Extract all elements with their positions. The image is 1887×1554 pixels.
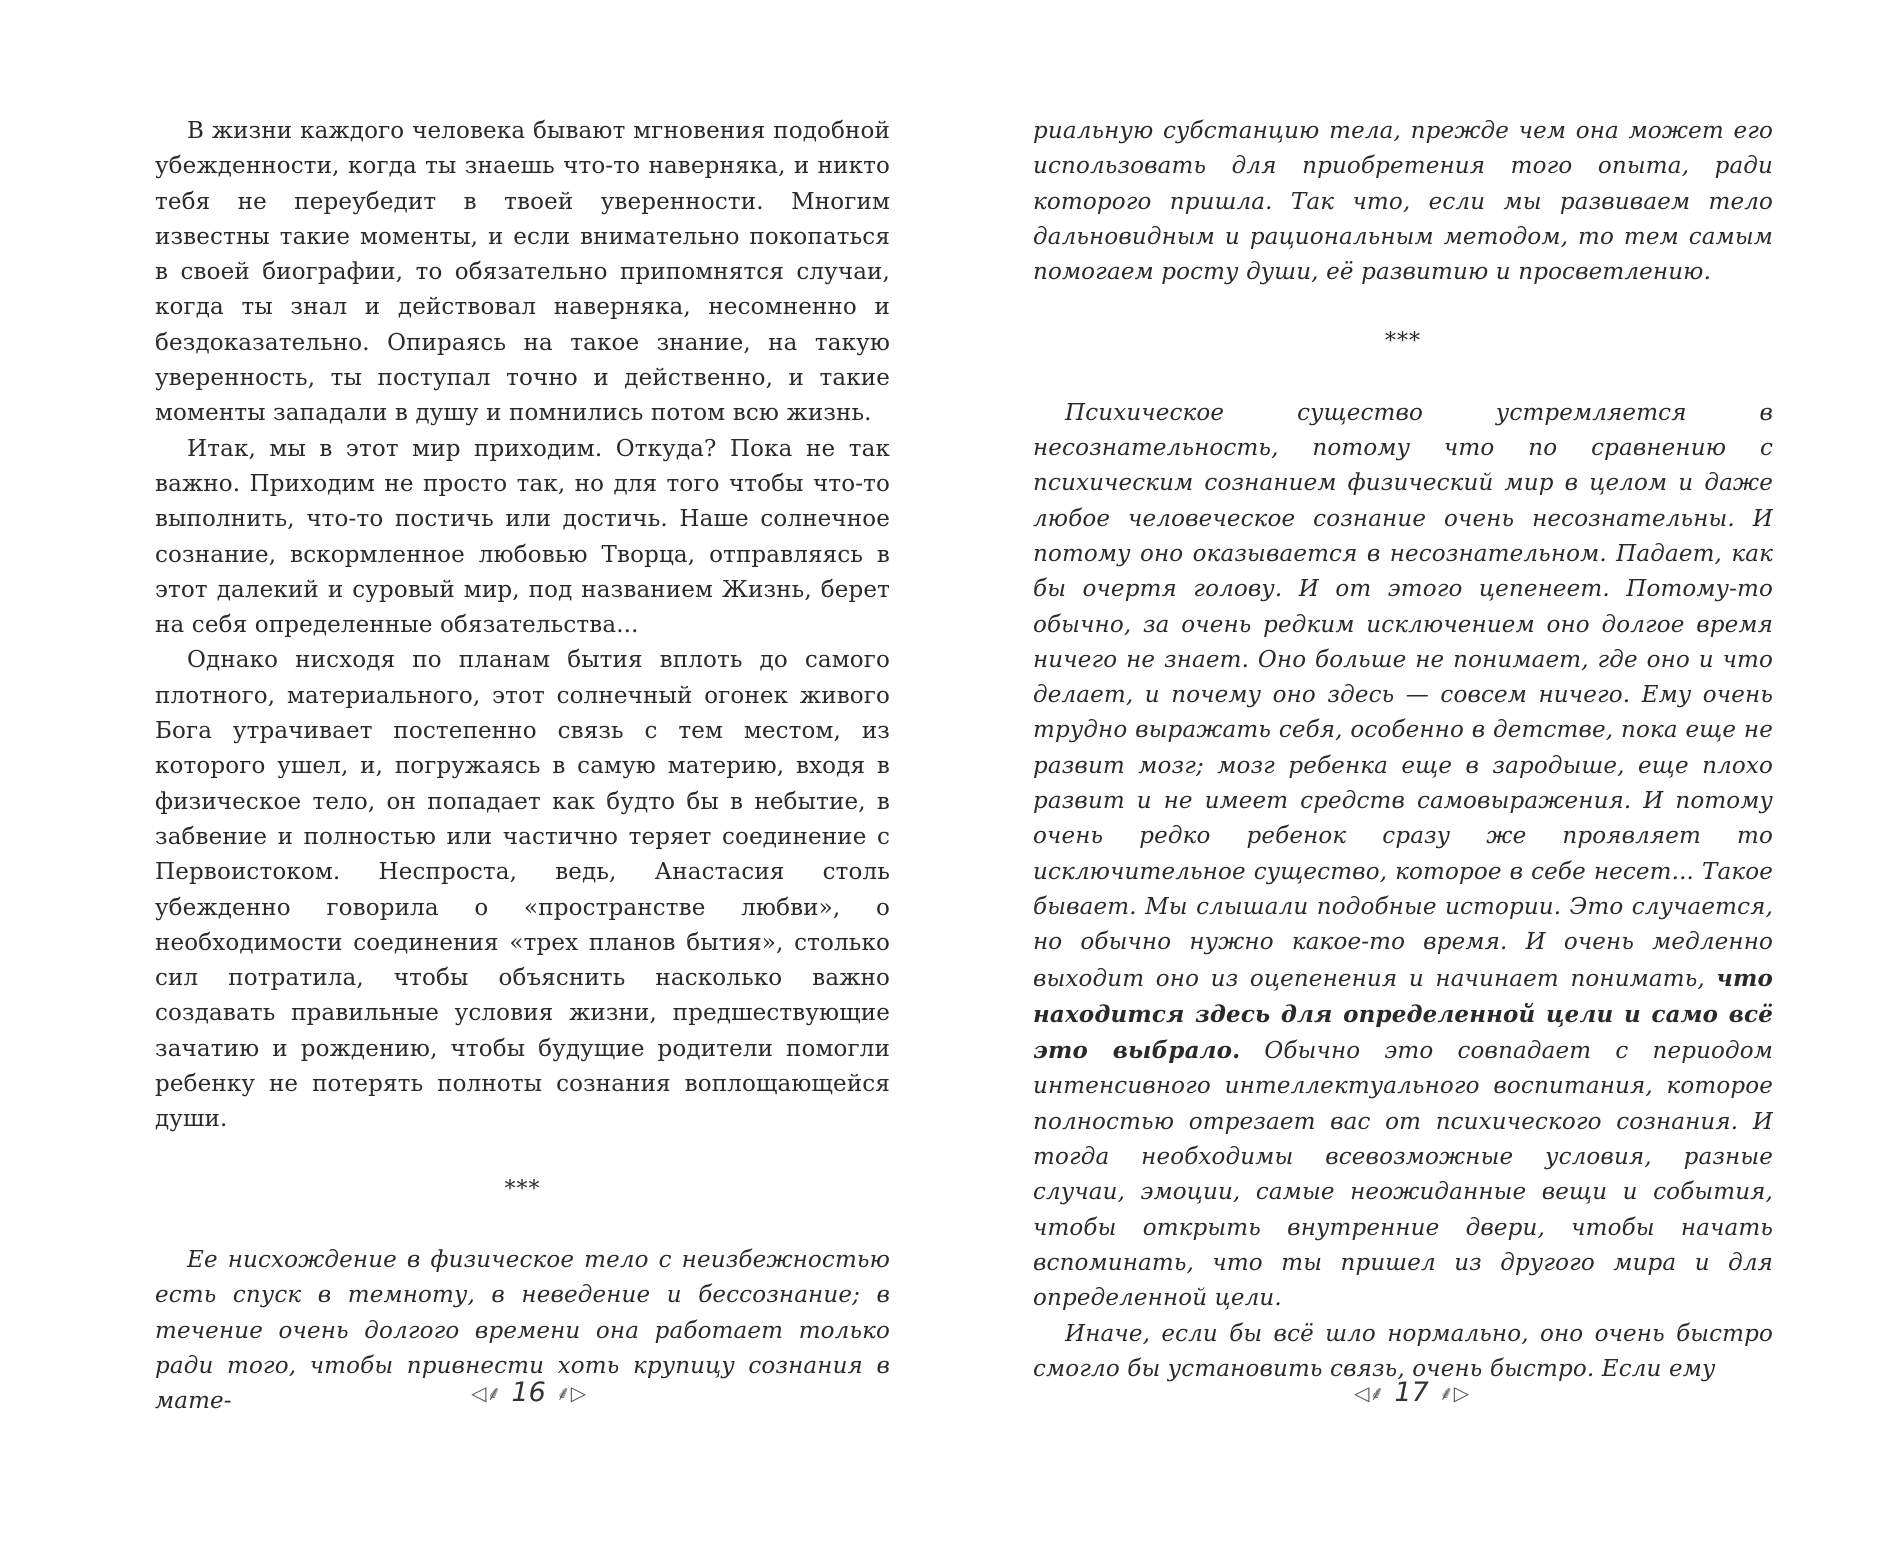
right-paragraph-2-start: Психическое существо устремляется в несознательность, потому что по сравнению с психическим сознанием физический мир в целом и даже любое человеческое сознание очень несознательны. И потому оно оказывается в несознательном. Падает, как бы очертя голову. И от этого цепенеет. Потому-то обычно, за очень редким исключением оно долгое время ничего не знает. Оно больше не понимает, где оно и что делает, и почему оно здесь — совсем ничего. Ему очень трудно выражать себя, особенно в детстве, пока еще не развит мозг; мозг ребенка еще в зародыше, еще плохо развит и не имеет средств самовыражения. И потому очень редко ребенок сразу же проявляет то исключительное существо, которое в себе несет... Такое бывает. Мы слышали подобные истории. Это случается, но обычно нужно какое-то время. И очень медленно выходит оно из оцепенения и начинает понимать,	[1033, 399, 1773, 992]
section-separator: ***	[504, 1176, 541, 1202]
page-number-value: 17	[1394, 1377, 1429, 1408]
right-paragraph-3: Иначе, если бы всё шло нормально, оно очень быстро смогло бы установить связь, очень быстро. Если ему	[1033, 1320, 1773, 1382]
ornament-left-icon: ◁⸙	[471, 1381, 502, 1405]
right-continuation: риальную субстанцию тела, прежде чем она может его использовать для приобретения того опыта, ради которого пришла. Так что, если мы развиваем тело дальновидным и рациональным методом, то тем самым помогаем росту души, её развитию и просветлению.	[1033, 118, 1773, 286]
page-number-right	[1354, 1377, 1469, 1408]
left-paragraph-2: Итак, мы в этот мир приходим. Откуда? Пока не так важно. Приходим не просто так, но для того чтобы что-то выполнить, что-то постичь или достичь. Наше солнечное сознание, вскормленное любовью Творца, отправляясь в этот далекий и суровый мир, под названием Жизнь, берет на себя определенные обязательства...	[155, 435, 890, 639]
page-number-left	[471, 1377, 586, 1408]
right-page	[1033, 114, 1773, 1387]
left-italic-quote: Ее нисхождение в физическое тело с неизбежностью есть спуск в темноту, в неведение и бессознание; в течение очень долгого времени она работает только ради того, чтобы привнести хоть крупицу сознания в мате-	[155, 1246, 890, 1415]
right-paragraph-2-end: Обычно это совпадает с периодом интенсивного интеллектуального воспитания, которое полностью отрезает вас от психического сознания. И тогда необходимы всевозможные условия, разные случаи, эмоции, самые неожиданные вещи и события, чтобы открыть внутренние двери, чтобы начать вспоминать, что ты пришел из другого мира и для определенной цели.	[1033, 1038, 1773, 1312]
left-paragraph-1: В жизни каждого человека бывают мгновения подобной убежденности, когда ты знаешь что-то наверняка, и никто тебя не переубедит в твоей уверенности. Многим известны такие моменты, и если внимательно покопаться в своей биографии, то обязательно припомнятся случаи, когда ты знал и действовал наверняка, несомненно и бездоказательно. Опираясь на такое знание, на такую уверенность, ты поступал точно и действенно, и такие моменты западали в душу и помнились потом всю жизнь.	[155, 118, 890, 427]
right-paragraph-2	[1033, 396, 1773, 1317]
section-separator: ***	[1385, 329, 1421, 355]
ornament-right-icon: ⸙▷	[1438, 1381, 1470, 1405]
left-page	[155, 114, 890, 1419]
right-paragraph-2-bold: что находится здесь для определенной цели и само всё это выбрало.	[1033, 964, 1773, 1065]
ornament-right-icon: ⸙▷	[555, 1381, 587, 1405]
ornament-left-icon: ◁⸙	[1354, 1381, 1385, 1405]
left-paragraph-3: Однако нисходя по планам бытия вплоть до самого плотного, материального, этот солнечный огонек живого Бога утрачивает постепенно связь с тем местом, из которого ушел, и, погружаясь в самую материю, входя в физическое тело, он попадает как будто бы в небытие, в забвение и полностью или частично теряет соединение с Первоистоком. Неспроста, ведь, Анастасия столь убежденно говорила о «пространстве любви», о необходимости соединения «трех планов бытия», столько сил потратила, чтобы объяснить насколько важно создавать правильные условия жизни, предшествующие зачатию и рождению, чтобы будущие родители помогли ребенку не потерять полноты сознания воплощающейся души.	[155, 647, 890, 1133]
page-number-value: 16	[511, 1377, 546, 1408]
